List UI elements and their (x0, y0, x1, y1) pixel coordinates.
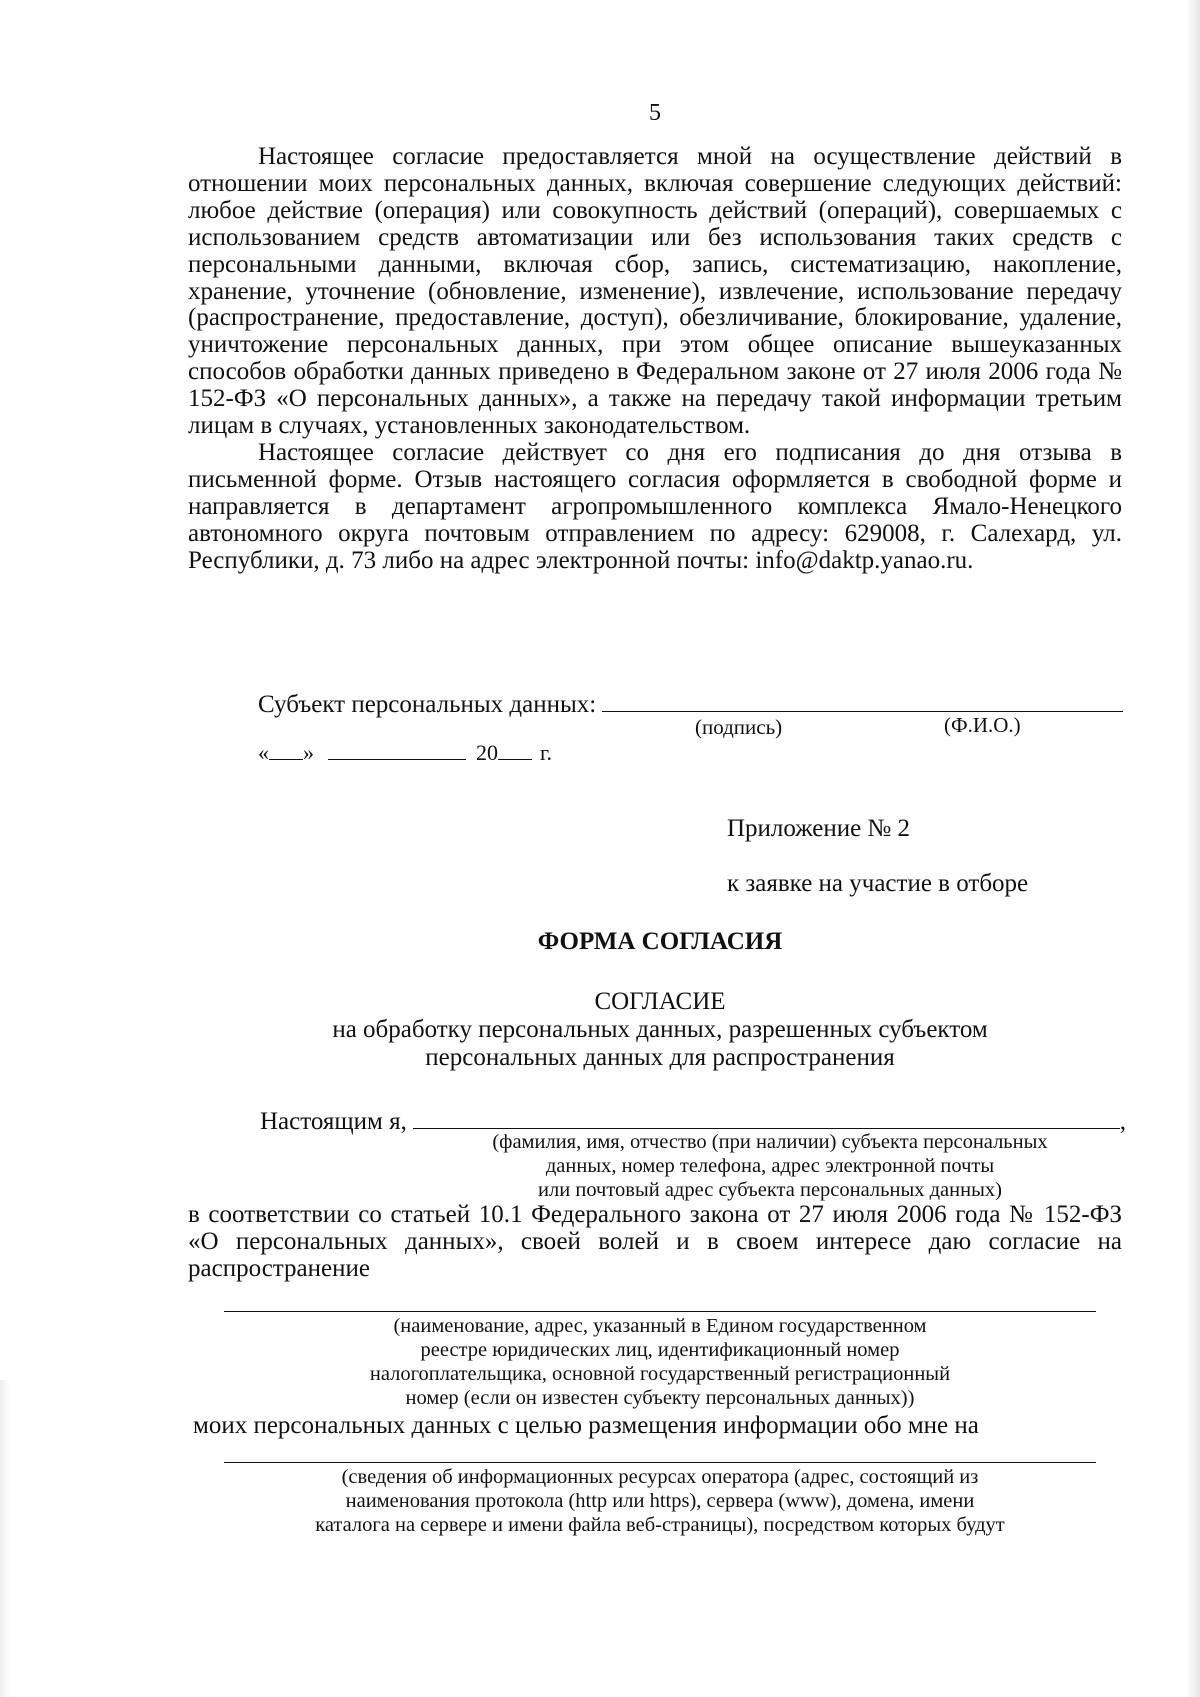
resources-caption-line-2: наименования протокола (http или https), сервера (www), домена, имени (345, 1490, 975, 1512)
signature-label: Субъект персональных данных: (258, 691, 597, 718)
subject-caption-line-1: (фамилия, имя, отчество (при наличии) субъекта персональных (492, 1131, 1048, 1153)
scan-edge-shadow-left (0, 1380, 10, 1697)
year-blank (498, 741, 532, 760)
operator-caption-line-1: (наименование, адрес, указанный в Едином государственном (393, 1315, 927, 1337)
appendix-reference: к заявке на участие в отборе (727, 870, 1029, 897)
date-row (258, 740, 552, 766)
resources-caption-line-1: (сведения об информационных ресурсах оператора (адрес, состоящий из (341, 1466, 979, 1488)
month-blank (328, 741, 466, 760)
consent-paragraph-2: Настоящее согласие действует со дня его подписания до дня отзыва в письменной форме. Отзыв настоящего согласия оформляется в свободной форме и направляется в департамент агропромышленного комплекса Ямало-Ненецкого автономного округа почтовым отправлением по адресу: 629008, г. Салехард, ул. Республики, д. 73 либо на адрес электронной почты: info@daktp.yanao.ru. (188, 438, 1122, 574)
operator-caption (210, 1314, 1110, 1410)
law-paragraph: в соответствии со статьей 10.1 Федерального закона от 27 июля 2006 года № 152-ФЗ «О персональных данных», своей волей и в своем интересе даю согласие на распространение (188, 1201, 1122, 1282)
consent-subtitle-line-1: на обработку персональных данных, разрешенных субъектом (332, 1016, 988, 1043)
year-prefix: 20 (476, 740, 498, 765)
resources-caption (200, 1465, 1120, 1537)
page-number: 5 (649, 100, 661, 126)
form-title: ФОРМА СОГЛАСИЯ (537, 928, 783, 955)
date-close-quote: » (303, 740, 314, 765)
subject-caption (360, 1130, 1180, 1202)
hereby-label: Настоящим я, (260, 1108, 407, 1135)
operator-caption-line-4: номер (если он известен субъекту персональных данных)) (405, 1387, 915, 1409)
hereby-trailing-comma: , (1119, 1108, 1126, 1135)
purpose-line: моих персональных данных с целью размещения информации обо мне на (193, 1412, 979, 1439)
name-caption: (Ф.И.О.) (944, 713, 1021, 737)
scan-edge-shadow-right (1186, 0, 1200, 1697)
day-blank (269, 741, 303, 760)
resources-caption-line-3: каталога на сервере и имени файла веб-страницы), посредством которых будут (315, 1514, 1005, 1536)
date-open-quote: « (258, 740, 269, 765)
consent-title: СОГЛАСИЕ (594, 988, 726, 1015)
subject-caption-line-2: данных, номер телефона, адрес электронной почты (545, 1155, 995, 1177)
resources-blank-line (224, 1462, 1096, 1463)
signature-blank (602, 685, 1123, 712)
consent-text-block (188, 144, 1122, 575)
signature-caption: (подпись) (695, 715, 783, 739)
subject-name-blank (413, 1102, 1120, 1129)
consent-paragraph-1: Настоящее согласие предоставляется мной на осуществление действий в отношении моих персональных данных, включая совершение следующих действий: любое действие (операция) или совокупность действий (операций), совершаемых с использованием средств автоматизации или без использования таких средств с персональными данными, включая сбор, запись, систематизацию, накопление, хранение, уточнение (обновление, изменение), извлечение, использование передачу (распространение, предоставление, доступ), обезличивание, блокирование, удаление, уничтожение персональных данных, при этом общее описание вышеуказанных способов обработки данных приведено в Федеральном законе от 27 июля 2006 года № 152-ФЗ «О персональных данных», а также на передачу такой информации третьим лицам в случаях, установленных законодательством. (188, 143, 1122, 440)
year-suffix: г. (540, 740, 553, 765)
appendix-number: Приложение № 2 (727, 815, 911, 842)
law-text-block (188, 1202, 1122, 1283)
subject-caption-line-3: или почтовый адрес субъекта персональных данных) (538, 1179, 1002, 1201)
operator-blank-line (224, 1311, 1096, 1312)
operator-caption-line-3: налогоплательщика, основной государственный регистрационный (369, 1363, 951, 1385)
consent-subtitle-line-2: персональных данных для распространения (425, 1044, 895, 1071)
operator-caption-line-2: реестре юридических лиц, идентификационный номер (420, 1339, 900, 1361)
